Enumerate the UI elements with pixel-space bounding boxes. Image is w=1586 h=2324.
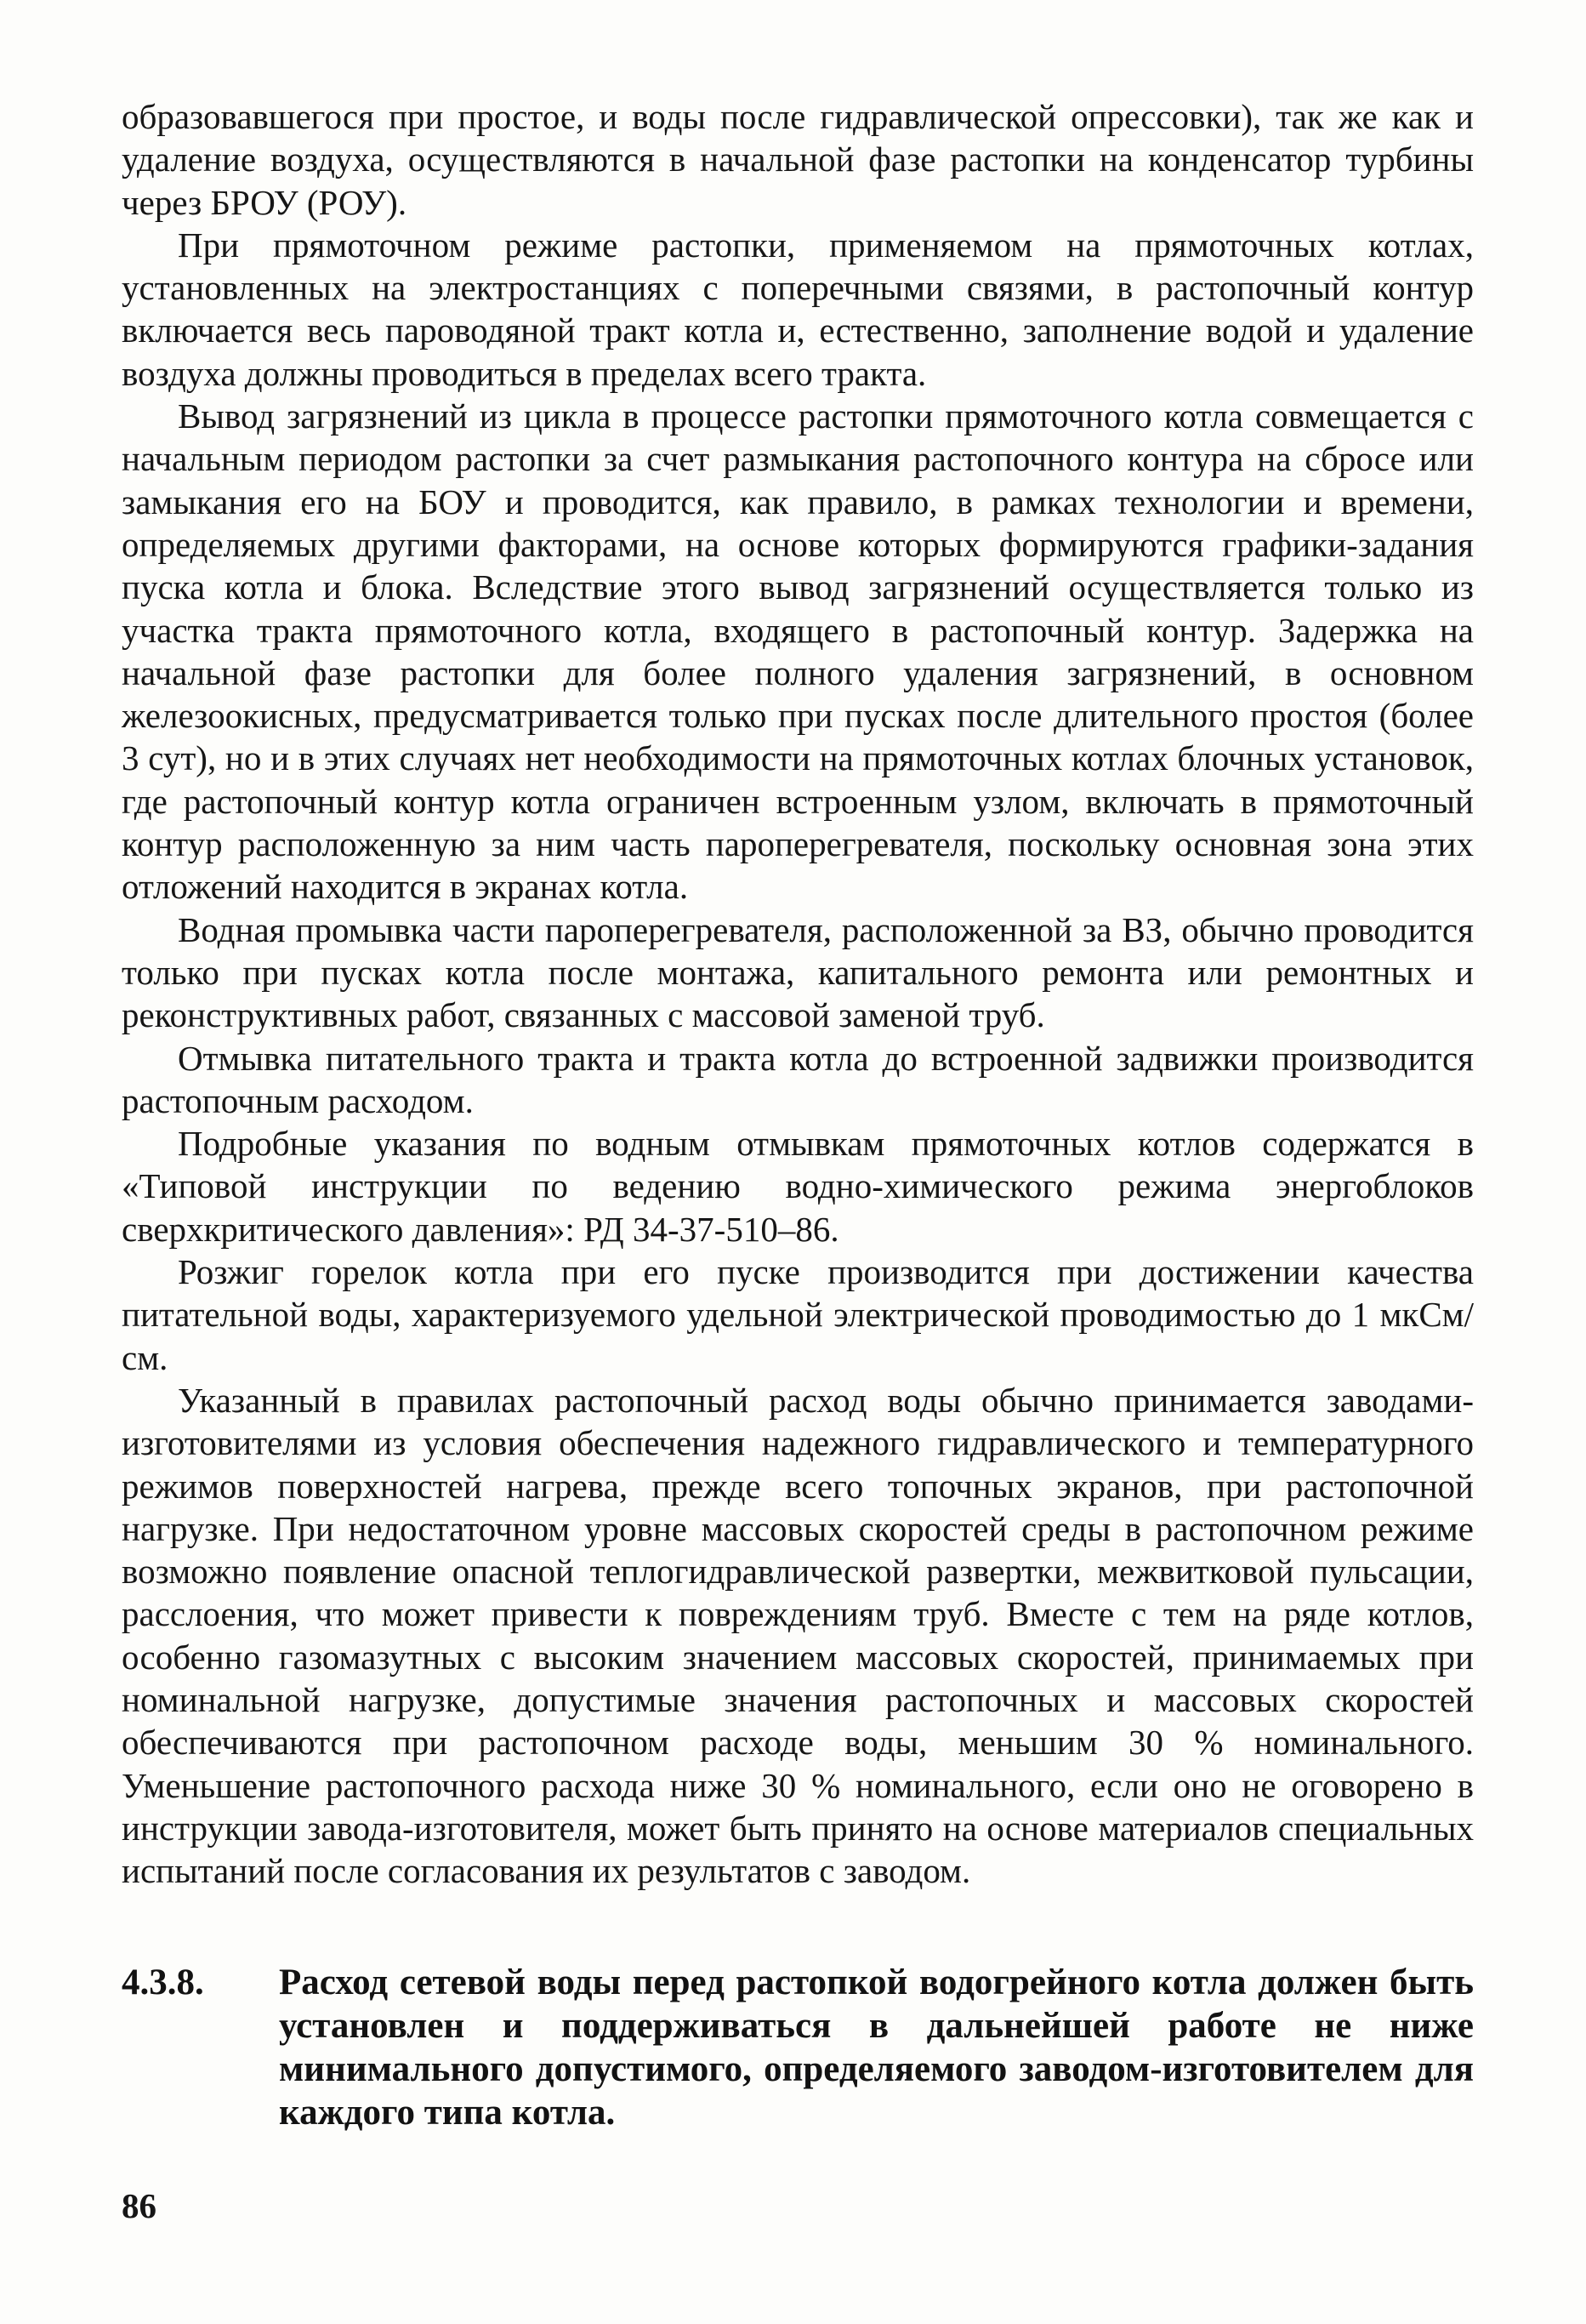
paragraph-continuation: образовавшегося при простое, и воды после гидравлической опрессовки), так же как и удаление воздуха, осуществляются в начальной фазе растопки на конденсатор турбины через БРОУ (РОУ). bbox=[122, 97, 1474, 222]
body-text bbox=[122, 95, 1474, 1892]
section-number: 4.3.8. bbox=[122, 1962, 204, 2002]
paragraph-superheater-flushing: Водная промывка части пароперегревателя, расположенной за ВЗ, обычно проводится только при пусках котла после монтажа, капитального ремонта или ремонтных и реконструктивных работ, связанных с массовой заменой труб. bbox=[122, 909, 1474, 1035]
paragraph-burner-ignition: Розжиг горелок котла при его пуске производится при достижении качества питательной воды, характеризуемого удельной электрической проводимостью до 1 мкСм/см. bbox=[122, 1252, 1474, 1377]
section-4-3-8 bbox=[122, 1961, 1474, 2134]
paragraph-instruction-reference: Подробные указания по водным отмывкам прямоточных котлов содержатся в «Типовой инструкции по ведению водно-химического режима энергоблоков сверхкритического давления»: РД 34-37-510–86. bbox=[122, 1124, 1474, 1249]
paragraph-feed-tract-flushing: Отмывка питательного тракта и тракта котла до встроенной задвижки производится растопочным расходом. bbox=[122, 1038, 1474, 1120]
page-number: 86 bbox=[122, 2186, 156, 2225]
paragraph-direct-flow-startup: При прямоточном режиме растопки, применяемом на прямоточных котлах, установленных на электростанциях с поперечными связями, в растопочный контур включается весь пароводяной тракт котла и, естественно, заполнение водой и удаление воздуха должны проводиться в пределах всего тракта. bbox=[122, 225, 1474, 393]
paragraph-startup-water-flow: Указанный в правилах растопочный расход воды обычно принимается заводами-изготовителями из условия обеспечения надежного гидравлического и температурного режимов поверхностей нагрева, прежде всего топочных экранов, при растопочной нагрузке. При недостаточном уровне массовых скоростей среды в растопочном режиме возможно появление опасной теплогидравлической развертки, межвитковой пульсации, расслоения, что может привести к повреждениям труб. Вместе с тем на ряде котлов, особенно газомазутных с высоким значением массовых скоростей, принимаемых при номинальной нагрузке, допустимые значения растопочных и массовых скоростей обеспечиваются при растопочном расходе воды, меньшим 30 % номинального. Уменьшение растопочного расхода ниже 30 % номинального, если оно не оговорено в инструкции завода-изготовителя, может быть принято на основе материалов специальных испытаний после согласования их результатов с заводом. bbox=[122, 1380, 1474, 1891]
section-heading-text: Расход сетевой воды перед растопкой водогрейного котла должен быть установлен и поддерживаться в дальнейшей работе не ниже минимального допустимого, определяемого заводом-изготовителем для каждого типа котла. bbox=[279, 1962, 1474, 2133]
paragraph-contaminant-removal: Вывод загрязнений из цикла в процессе растопки прямоточного котла совмещается с начальным периодом растопки за счет размыкания растопочного контура на сбросе или замыкания его на БОУ и проводится, как правило, в рамках технологии и времени, определяемых другими факторами, на основе которых формируются графики-задания пуска котла и блока. Вследствие этого вывод загрязнений осуществляется только из участка тракта прямоточного котла, входящего в растопочный контур. Задержка на начальной фазе растопки для более полного удаления загрязнений, в основном железоокисных, предусматривается только при пусках после длительного простоя (более 3 сут), но и в этих случаях нет необходимости на прямоточных котлах блочных установок, где растопочный контур котла ограничен встроенным узлом, включать в прямоточный контур расположенную за ним часть пароперегревателя, поскольку основная зона этих отложений находится в экранах котла. bbox=[122, 396, 1474, 907]
